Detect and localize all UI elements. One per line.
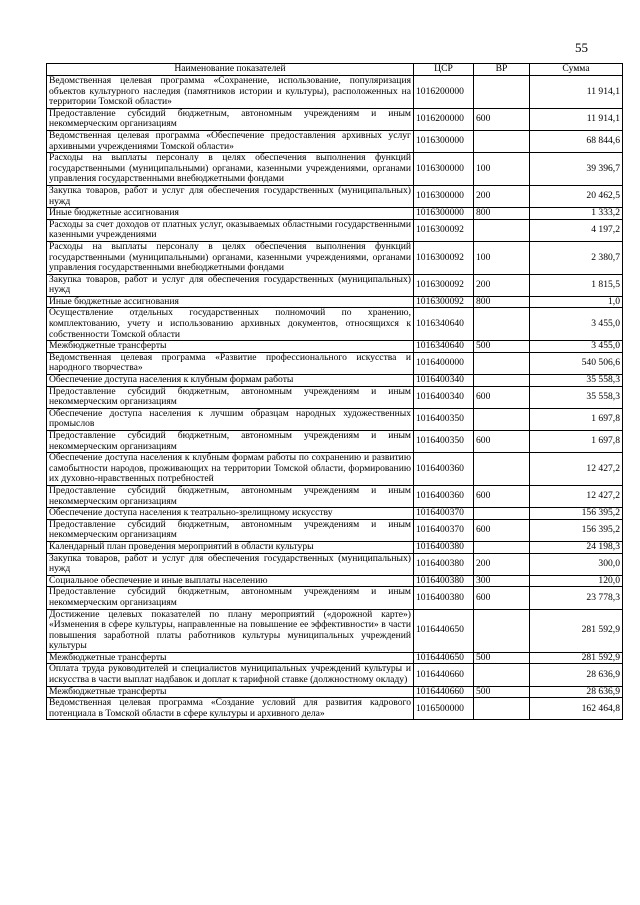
row-name: Предоставление субсидий бюджетным, автономным учреждениям и иным некоммерческим организациям xyxy=(47,587,414,609)
row-vr: 500 xyxy=(474,341,530,353)
row-name: Предоставление субсидий бюджетным, автономным учреждениям и иным некоммерческим организациям xyxy=(47,108,414,130)
table-row xyxy=(47,130,623,152)
row-vr: 300 xyxy=(474,575,530,587)
row-name: Иные бюджетные ассигнования xyxy=(47,296,414,308)
table-row xyxy=(47,274,623,296)
row-csr: 1016400350 xyxy=(414,408,474,430)
row-name: Обеспечение доступа населения к клубным формам работы по сохранению и развитию самобытности народов, проживающих на территории Томской области, формированию их духовно-нравственных потребностей xyxy=(47,453,414,486)
row-csr: 1016400380 xyxy=(414,553,474,575)
row-vr: 600 xyxy=(474,431,530,453)
table-row xyxy=(47,453,623,486)
table-row xyxy=(47,431,623,453)
row-csr: 1016300092 xyxy=(414,219,474,241)
row-name: Расходы на выплаты персоналу в целях обеспечения выполнения функций государственными (муниципальными) органами, казенными учреждениями, органами управления государственными внебюджетными фондами xyxy=(47,241,414,274)
row-sum: 35 558,3 xyxy=(530,386,623,408)
row-sum: 28 636,9 xyxy=(530,686,623,698)
row-sum: 1 815,5 xyxy=(530,274,623,296)
row-name: Ведомственная целевая программа «Сохранение, использование, популяризация объектов культурного наследия (памятников истории и культуры), расположенных на территории Томской области» xyxy=(47,76,414,109)
row-vr xyxy=(474,352,530,374)
row-csr: 1016200000 xyxy=(414,108,474,130)
table-row xyxy=(47,686,623,698)
row-name: Предоставление субсидий бюджетным, автономным учреждениям и иным некоммерческим организациям xyxy=(47,485,414,507)
row-csr: 1016400350 xyxy=(414,431,474,453)
row-sum: 2 380,7 xyxy=(530,241,623,274)
row-sum: 156 395,2 xyxy=(530,508,623,520)
row-vr xyxy=(474,609,530,652)
row-sum: 23 778,3 xyxy=(530,587,623,609)
row-name: Осуществление отдельных государственных полномочий по хранению, комплектованию, учету и использованию архивных документов, относящихся к собственности Томской области xyxy=(47,308,414,341)
row-csr: 1016300092 xyxy=(414,241,474,274)
row-csr: 1016400360 xyxy=(414,453,474,486)
row-csr: 1016400370 xyxy=(414,519,474,541)
row-sum: 1 697,8 xyxy=(530,408,623,430)
row-sum: 3 455,0 xyxy=(530,341,623,353)
table-row xyxy=(47,553,623,575)
row-sum: 35 558,3 xyxy=(530,375,623,387)
header-name: Наименование показателей xyxy=(47,64,414,76)
table-row xyxy=(47,352,623,374)
row-csr: 1016400340 xyxy=(414,375,474,387)
table-row xyxy=(47,375,623,387)
row-csr: 1016440660 xyxy=(414,664,474,686)
row-csr: 1016440660 xyxy=(414,686,474,698)
table-row xyxy=(47,508,623,520)
row-name: Закупка товаров, работ и услуг для обеспечения государственных (муниципальных) нужд xyxy=(47,553,414,575)
row-name: Межбюджетные трансферты xyxy=(47,652,414,664)
row-vr xyxy=(474,508,530,520)
table-row xyxy=(47,541,623,553)
row-csr: 1016400370 xyxy=(414,508,474,520)
table-row xyxy=(47,587,623,609)
table-row xyxy=(47,386,623,408)
table-row xyxy=(47,108,623,130)
row-vr: 200 xyxy=(474,274,530,296)
row-sum: 300,0 xyxy=(530,553,623,575)
row-sum: 28 636,9 xyxy=(530,664,623,686)
header-vr: ВР xyxy=(474,64,530,76)
table-row xyxy=(47,698,623,720)
row-sum: 3 455,0 xyxy=(530,308,623,341)
table-row xyxy=(47,185,623,207)
row-vr xyxy=(474,698,530,720)
row-csr: 1016300092 xyxy=(414,296,474,308)
row-name: Закупка товаров, работ и услуг для обеспечения государственных (муниципальных) нужд xyxy=(47,274,414,296)
table-row xyxy=(47,219,623,241)
table-row xyxy=(47,652,623,664)
table-header-row xyxy=(47,64,623,76)
row-sum: 20 462,5 xyxy=(530,185,623,207)
row-vr: 200 xyxy=(474,185,530,207)
row-vr: 800 xyxy=(474,296,530,308)
row-csr: 1016340640 xyxy=(414,341,474,353)
row-sum: 11 914,1 xyxy=(530,108,623,130)
row-vr xyxy=(474,408,530,430)
row-csr: 1016300000 xyxy=(414,153,474,186)
row-csr: 1016300092 xyxy=(414,274,474,296)
header-csr: ЦСР xyxy=(414,64,474,76)
row-vr xyxy=(474,130,530,152)
header-sum: Сумма xyxy=(530,64,623,76)
row-csr: 1016400380 xyxy=(414,587,474,609)
row-sum: 12 427,2 xyxy=(530,453,623,486)
row-vr: 600 xyxy=(474,485,530,507)
row-sum: 4 197,2 xyxy=(530,219,623,241)
table-row xyxy=(47,519,623,541)
row-name: Обеспечение доступа населения к театрально-зрелищному искусству xyxy=(47,508,414,520)
row-sum: 12 427,2 xyxy=(530,485,623,507)
row-name: Расходы за счет доходов от платных услуг, оказываемых областными государственными казенными учреждениями xyxy=(47,219,414,241)
row-vr xyxy=(474,76,530,109)
row-csr: 1016400000 xyxy=(414,352,474,374)
row-vr xyxy=(474,308,530,341)
table-row xyxy=(47,485,623,507)
row-csr: 1016400380 xyxy=(414,575,474,587)
table-row xyxy=(47,664,623,686)
row-csr: 1016340640 xyxy=(414,308,474,341)
page-number: 55 xyxy=(575,40,588,55)
row-csr: 1016300000 xyxy=(414,208,474,220)
row-csr: 1016400340 xyxy=(414,386,474,408)
row-name: Расходы на выплаты персоналу в целях обеспечения выполнения функций государственными (муниципальными) органами, казенными учреждениями, органами управления государственными внебюджетными фондами xyxy=(47,153,414,186)
row-name: Обеспечение доступа населения к лучшим образцам народных художественных промыслов xyxy=(47,408,414,430)
row-name: Оплата труда руководителей и специалистов муниципальных учреждений культуры и искусства в части выплат надбавок и доплат к тарифной ставке (должностному окладу) xyxy=(47,664,414,686)
table-row xyxy=(47,341,623,353)
row-sum: 281 592,9 xyxy=(530,652,623,664)
row-sum: 1,0 xyxy=(530,296,623,308)
row-csr: 1016300000 xyxy=(414,185,474,207)
row-name: Межбюджетные трансферты xyxy=(47,341,414,353)
row-csr: 1016440650 xyxy=(414,652,474,664)
row-csr: 1016500000 xyxy=(414,698,474,720)
table-row xyxy=(47,153,623,186)
row-name: Обеспечение доступа населения к клубным формам работы xyxy=(47,375,414,387)
row-name: Социальное обеспечение и иные выплаты населению xyxy=(47,575,414,587)
table-row xyxy=(47,609,623,652)
row-name: Закупка товаров, работ и услуг для обеспечения государственных (муниципальных) нужд xyxy=(47,185,414,207)
row-sum: 1 333,2 xyxy=(530,208,623,220)
row-sum: 156 395,2 xyxy=(530,519,623,541)
row-sum: 11 914,1 xyxy=(530,76,623,109)
table-row xyxy=(47,76,623,109)
row-vr xyxy=(474,541,530,553)
row-name: Иные бюджетные ассигнования xyxy=(47,208,414,220)
row-csr: 1016400360 xyxy=(414,485,474,507)
row-vr xyxy=(474,453,530,486)
table-row xyxy=(47,208,623,220)
row-csr: 1016400380 xyxy=(414,541,474,553)
row-vr xyxy=(474,664,530,686)
row-vr: 600 xyxy=(474,519,530,541)
row-sum: 281 592,9 xyxy=(530,609,623,652)
budget-table xyxy=(46,63,623,720)
row-sum: 540 506,6 xyxy=(530,352,623,374)
table-row xyxy=(47,308,623,341)
row-vr: 600 xyxy=(474,587,530,609)
row-vr: 500 xyxy=(474,686,530,698)
row-name: Предоставление субсидий бюджетным, автономным учреждениям и иным некоммерческим организациям xyxy=(47,386,414,408)
row-csr: 1016440650 xyxy=(414,609,474,652)
row-sum: 120,0 xyxy=(530,575,623,587)
row-sum: 1 697,8 xyxy=(530,431,623,453)
table-row xyxy=(47,241,623,274)
row-vr: 600 xyxy=(474,386,530,408)
row-sum: 68 844,6 xyxy=(530,130,623,152)
row-csr: 1016300000 xyxy=(414,130,474,152)
row-csr: 1016200000 xyxy=(414,76,474,109)
row-vr: 100 xyxy=(474,153,530,186)
table-row xyxy=(47,408,623,430)
table-row xyxy=(47,575,623,587)
row-name: Ведомственная целевая программа «Создание условий для развития кадрового потенциала в Томской области в сфере культуры и архивного дела» xyxy=(47,698,414,720)
row-name: Достижение целевых показателей по плану мероприятий («дорожной карте») «Изменения в сфере культуры, направленные на повышение ее эффективности» в части повышения заработной платы работников культуры муниципальных учреждений культуры xyxy=(47,609,414,652)
row-vr: 500 xyxy=(474,652,530,664)
row-vr xyxy=(474,375,530,387)
row-vr: 200 xyxy=(474,553,530,575)
row-name: Межбюджетные трансферты xyxy=(47,686,414,698)
row-sum: 39 396,7 xyxy=(530,153,623,186)
table-body xyxy=(47,76,623,720)
row-name: Предоставление субсидий бюджетным, автономным учреждениям и иным некоммерческим организациям xyxy=(47,431,414,453)
row-sum: 24 198,3 xyxy=(530,541,623,553)
row-vr xyxy=(474,219,530,241)
row-vr: 100 xyxy=(474,241,530,274)
row-name: Календарный план проведения мероприятий в области культуры xyxy=(47,541,414,553)
row-name: Ведомственная целевая программа «Развитие профессионального искусства и народного творчества» xyxy=(47,352,414,374)
row-sum: 162 464,8 xyxy=(530,698,623,720)
row-name: Ведомственная целевая программа «Обеспечение предоставления архивных услуг архивными учреждениями Томской области» xyxy=(47,130,414,152)
table-row xyxy=(47,296,623,308)
row-vr: 600 xyxy=(474,108,530,130)
row-vr: 800 xyxy=(474,208,530,220)
row-name: Предоставление субсидий бюджетным, автономным учреждениям и иным некоммерческим организациям xyxy=(47,519,414,541)
